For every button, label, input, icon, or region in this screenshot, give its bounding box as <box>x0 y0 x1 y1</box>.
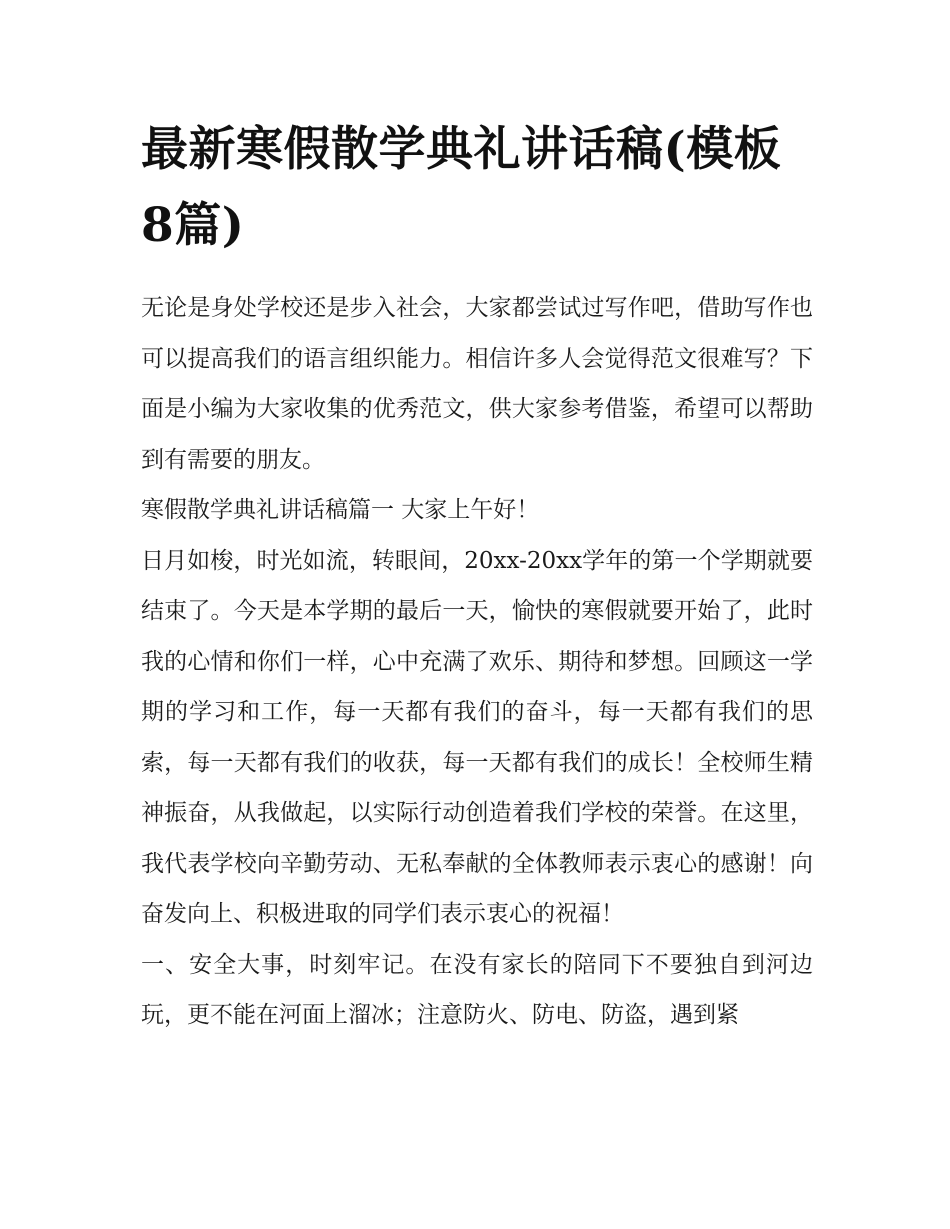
intro-paragraph: 无论是身处学校还是步入社会，大家都尝试过写作吧，借助写作也可以提高我们的语言组织能力。相信许多人会觉得范文很难写？下面是小编为大家收集的优秀范文，供大家参考借鉴，希望可以帮助到有需要的朋友。 <box>141 295 813 473</box>
section-heading-paragraph: 寒假散学典礼讲话稿篇一 大家上午好！ <box>141 497 540 523</box>
document-body <box>141 112 813 1041</box>
document-title: 最新寒假散学典礼讲话稿(模板8篇) <box>141 122 782 253</box>
body-paragraph: 日月如梭，时光如流，转眼间，20xx-20xx学年的第一个学期就要结束了。今天是本学期的最后一天，愉快的寒假就要开始了，此时我的心情和你们一样，心中充满了欢乐、期待和梦想。回顾这一学期的学习和工作，每一天都有我们的奋斗，每一天都有我们的思索，每一天都有我们的收获，每一天都有我们的成长！全校师生精神振奋，从我做起，以实际行动创造着我们学校的荣誉。在这里，我代表学校向辛勤劳动、无私奉献的全体教师表示衷心的感谢！向奋发向上、积极进取的同学们表示衷心的祝福！ <box>141 547 813 927</box>
safety-paragraph: 一、安全大事，时刻牢记。在没有家长的陪同下不要独自到河边玩，更不能在河面上溜冰；注意防火、防电、防盗，遇到紧 <box>141 951 813 1028</box>
